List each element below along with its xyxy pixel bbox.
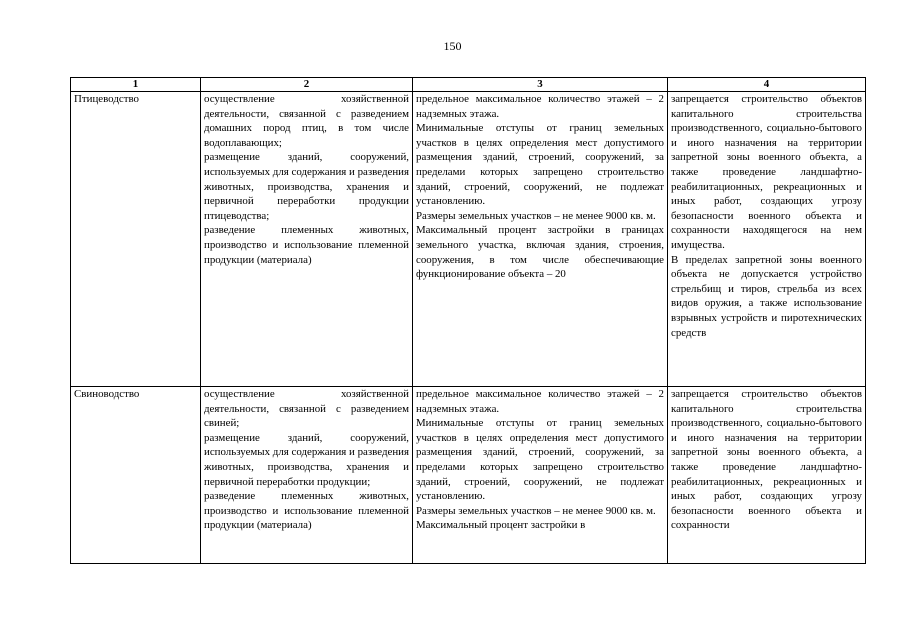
column-header: 3 bbox=[413, 78, 668, 92]
column-header: 4 bbox=[668, 78, 866, 92]
paragraph: разведение племенных животных, производство и использование племенной продукции (материала) bbox=[204, 490, 409, 532]
paragraph: запрещается строительство объектов капитального строительства производственного, социально-бытового и иного назначения на территории запретной зоны военного объекта, а также проведение ландшафтно-реабилитационных, рекреационных и иных работ, создающих угрозу безопасности военного объекта и сохранности bbox=[671, 388, 862, 532]
paragraph: разведение племенных животных, производство и использование племенной продукции (материала) bbox=[204, 224, 409, 266]
paragraph: Минимальные отступы от границ земельных участков в целях определения мест допустимого размещения зданий, строений, сооружений, за пределами которых запрещено строительство зданий, строений, сооружений, не подлежат установлению. bbox=[416, 122, 664, 208]
use-type-cell: Птицеводство bbox=[71, 92, 201, 387]
table-row bbox=[71, 92, 866, 387]
cell-content bbox=[671, 387, 862, 563]
permitted-use-cell bbox=[201, 387, 413, 564]
paragraph: Минимальные отступы от границ земельных участков в целях определения мест допустимого размещения зданий, строений, сооружений, за пределами которых запрещено строительство зданий, строений, сооружений, не подлежат установлению. bbox=[416, 417, 664, 503]
column-header: 2 bbox=[201, 78, 413, 92]
restrictions-cell bbox=[668, 387, 866, 564]
paragraph: Максимальный процент застройки в bbox=[416, 519, 586, 532]
page-number: 150 bbox=[443, 39, 462, 53]
paragraph: запрещается строительство объектов капитального строительства производственного, социально-бытового и иного назначения на территории запретной зоны военного объекта, а также проведение ландшафтно-реабилитационных, рекреационных и иных работ, создающих угрозу безопасности военного объекта и сохранности находящегося на нем имущества. bbox=[671, 93, 862, 251]
column-header: 1 bbox=[71, 78, 201, 92]
paragraph: Размеры земельных участков – не менее 9000 кв. м. bbox=[416, 209, 656, 222]
paragraph: предельное максимальное количество этажей – 2 надземных этажа. bbox=[416, 388, 664, 415]
paragraph: предельное максимальное количество этажей – 2 надземных этажа. bbox=[416, 93, 664, 120]
paragraph: осуществление хозяйственной деятельности, связанной с разведением домашних пород птиц, в том числе водоплавающих; bbox=[204, 93, 409, 149]
cell-content bbox=[204, 387, 409, 563]
paragraph: В пределах запретной зоны военного объекта не допускается устройство стрельбищ и тиров, стрельба из всех видов оружия, а также использование взрывных устройств и пиротехнических средств bbox=[671, 253, 862, 339]
paragraph: размещение зданий, сооружений, используемых для содержания и разведения животных, производства, хранения и первичной переработки продукции; bbox=[204, 431, 409, 488]
use-type-name: Свиноводство bbox=[74, 388, 140, 400]
table-header-row bbox=[71, 78, 866, 92]
cell-content bbox=[74, 387, 197, 563]
parameters-cell bbox=[413, 387, 668, 564]
permitted-use-cell bbox=[201, 92, 413, 387]
table-row bbox=[71, 387, 866, 564]
regulations-table bbox=[70, 77, 866, 564]
parameters-cell bbox=[413, 92, 668, 387]
paragraph: Максимальный процент застройки в границах земельного участка, включая здания, строения, сооружения, в том числе обеспечивающие функционирование объекта – 20 bbox=[416, 224, 664, 281]
paragraph: осуществление хозяйственной деятельности, связанной с разведением свиней; bbox=[204, 388, 409, 430]
paragraph: Размеры земельных участков – не менее 9000 кв. м. bbox=[416, 504, 656, 517]
restrictions-cell bbox=[668, 92, 866, 387]
use-type-cell bbox=[71, 387, 201, 564]
cell-content bbox=[416, 387, 664, 563]
paragraph: размещение зданий, сооружений, используемых для содержания и разведения животных, производства, хранения и первичной переработки продукции птицеводства; bbox=[204, 151, 409, 222]
